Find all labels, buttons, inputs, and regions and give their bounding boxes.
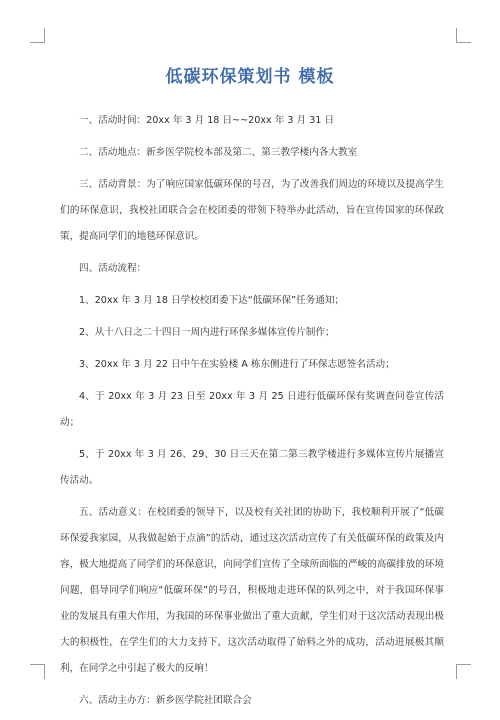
paragraph-activity-significance: 五、活动意义：在校团委的领导下，以及校有关社团的协助下，我校顺利开展了“低碳环保爱我家园，从我做起始于点滴”的活动，通过这次活动宣传了有关低碳环保的政策及内容，极大地提高了同学们的环保意识，向同学们宣传了全球所面临的严峻的高碳排放的环境问题，倡导同学们响应“低碳环保”的号召，积极地走进环保的队列之中，对于我国环保事业的发展具有重大作用，为我国的环保事业做出了重大贡献，学生们对于这次活动表现出极大的积极性，在学生们的大力支持下，这次活动取得了始料之外的成功，活动进展极其顺利，在同学之中引起了极大的反响！	[60, 507, 444, 674]
document-body	[60, 108, 444, 720]
paragraph-process-step-3: 3、20xx 年 3 月 22 日中午在实验楼 A 栋东侧进行了环保志愿签名活动；	[79, 359, 395, 370]
paragraph-process-step-2: 2、从十八日之二十四日一周内进行环保多媒体宣传片制作；	[79, 327, 335, 338]
crop-mark-top-right	[456, 28, 471, 43]
crop-mark-bottom-right	[456, 664, 471, 679]
crop-mark-top-left	[30, 28, 45, 43]
paragraph-activity-time: 一、活动时间：20xx 年 3 月 18 日~~20xx 年 3 月 31 日	[79, 115, 335, 126]
paragraph-process-step-1: 1、20xx 年 3 月 18 日学校校团委下达“低碳环保”任务通知；	[79, 295, 345, 306]
paragraph-process-step-4: 4、于 20xx 年 3 月 23 日至 20xx 年 3 月 25 日进行低碳环保有奖调查问卷宣传活动；	[60, 391, 444, 428]
paragraph-activity-background: 三、活动背景：为了响应国家低碳环保的号召，为了改善我们周边的环境以及提高学生们的环保意识，我校社团联合会在校团委的带领下特举办此活动，旨在宣传国家的环保政策，提高同学们的地毯环保意识。	[60, 179, 444, 242]
paragraph-activity-location: 二、活动地点：新乡医学院校本部及第二、第三教学楼内各大教室	[79, 147, 358, 158]
paragraph-activity-organizer: 六、活动主办方：新乡医学院社团联合会	[79, 695, 252, 706]
crop-mark-bottom-left	[30, 664, 45, 679]
paragraph-activity-process-heading: 四、活动流程：	[79, 263, 147, 274]
document-title: 低碳环保策划书 模板	[165, 67, 335, 87]
paragraph-process-step-5: 5、于 20xx 年 3 月 26、29、30 日三天在第二第三教学楼进行多媒体宣传片展播宣传活动。	[60, 449, 444, 486]
